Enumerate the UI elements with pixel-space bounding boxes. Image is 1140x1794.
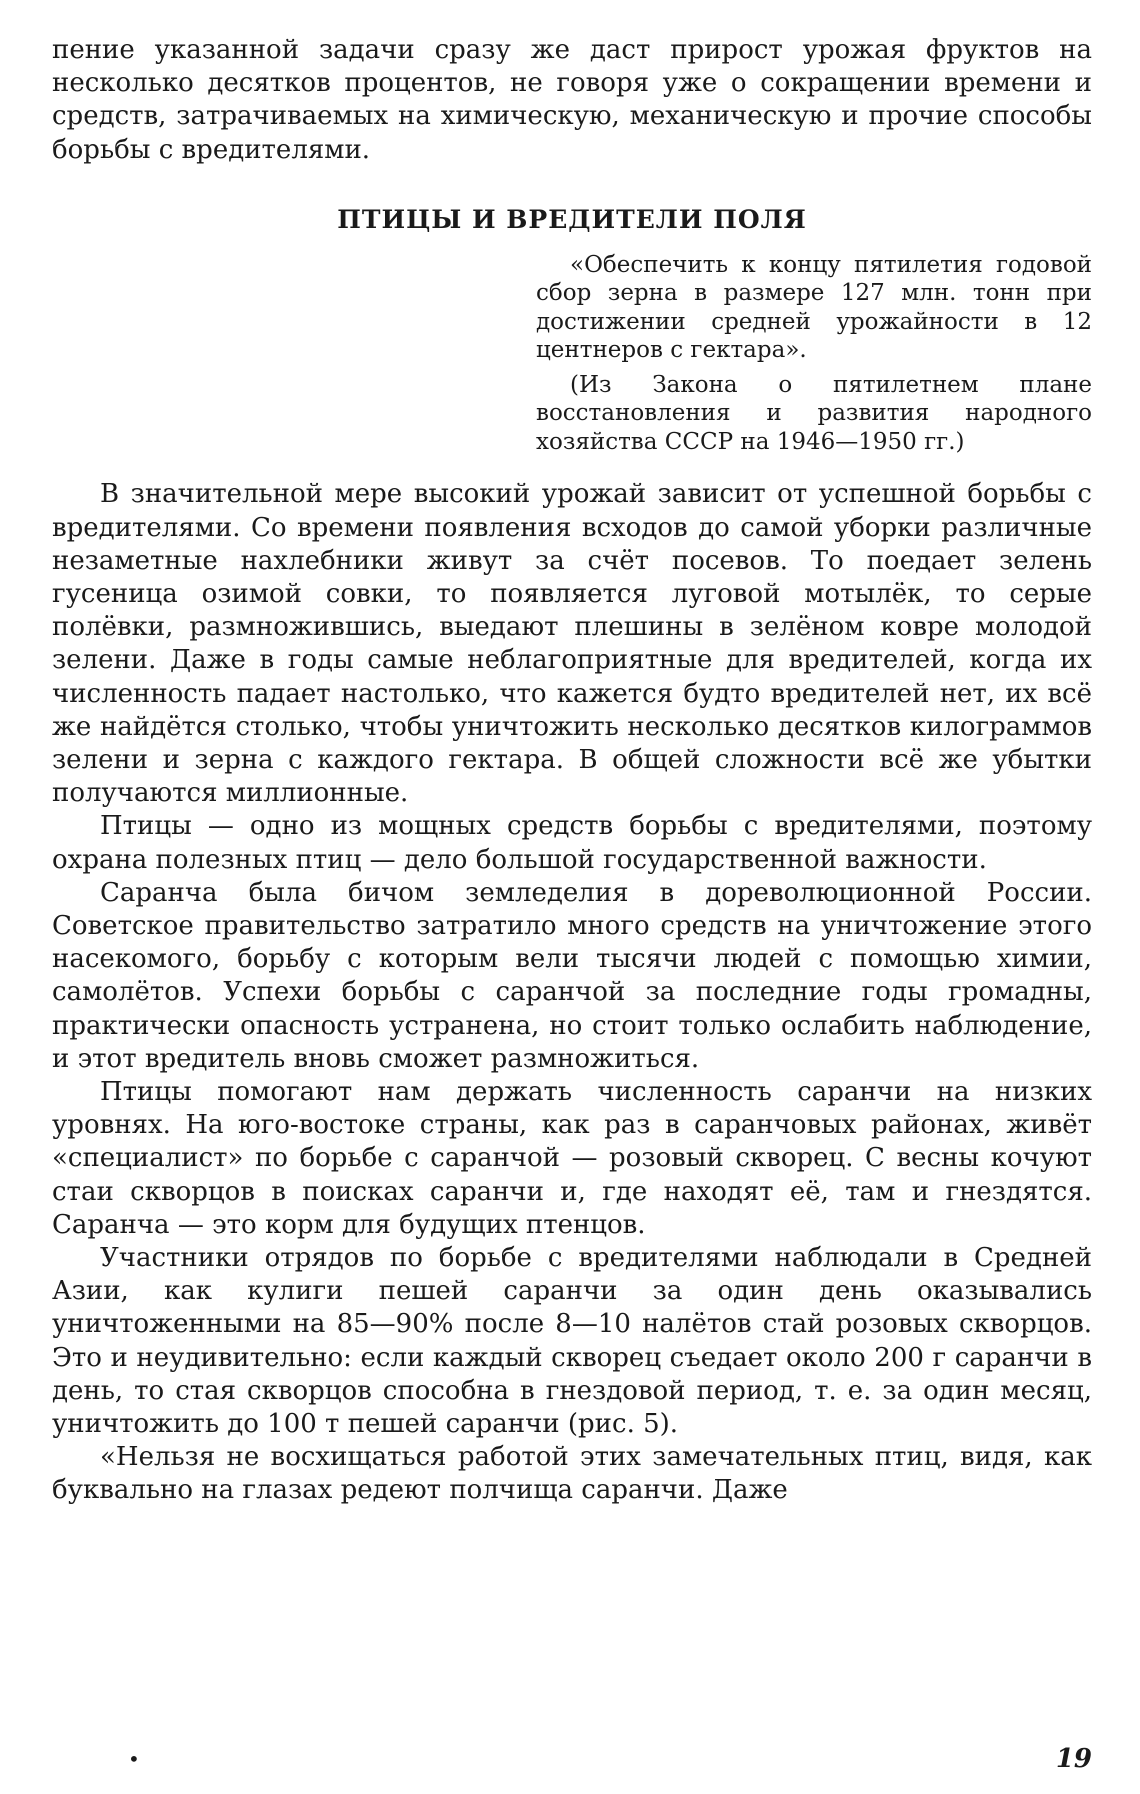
page-footer [52, 1742, 1092, 1778]
epigraph-source: (Из Закона о пятилетнем плане восстановления и развития народного хозяйства СССР на 1946—1950 гг.) [536, 371, 1092, 455]
body-paragraph-4: Птицы помогают нам держать численность саранчи на низких уровнях. На юго-востоке страны, как раз в саранчовых районах, живёт «специалист» по борьбе с саранчой — розовый скворец. С весны кочуют стаи скворцов в поисках саранчи и, где находят её, там и гнездятся. Саранча — это корм для будущих птенцов. [52, 1076, 1092, 1240]
continuation-paragraph: пение указанной задачи сразу же даст прирост урожая фруктов на несколько десятков процентов, не говоря уже о сокращении времени и средств, затрачиваемых на химическую, механическую и прочие способы борьбы с вредителями. [52, 35, 1092, 165]
epigraph [536, 251, 1092, 457]
body-paragraph-2: Птицы — одно из мощных средств борьбы с вредителями, поэтому охрана полезных птиц — дело большой государственной важности. [52, 811, 1092, 875]
page-number: 19 [1055, 1744, 1092, 1774]
section-heading: ПТИЦЫ И ВРЕДИТЕЛИ ПОЛЯ [337, 204, 807, 234]
body-paragraph-3: Саранча была бичом земледелия в дореволюционной России. Советское правительство затратило много средств на уничтожение этого насекомого, борьбу с которым вели тысячи людей с помощью химии, самолётов. Успехи борьбы с саранчой за последние годы громадны, практически опасность устранена, но стоит только ослабить наблюдение, и этот вредитель вновь сможет размножиться. [52, 877, 1092, 1074]
body-paragraph-6: «Нельзя не восхищаться работой этих замечательных птиц, видя, как буквально на глазах редеют полчища саранчи. Даже [52, 1442, 1092, 1506]
footer-bullet-mark: • [128, 1747, 140, 1771]
body-paragraph-5: Участники отрядов по борьбе с вредителями наблюдали в Средней Азии, как кулиги пешей саранчи за один день оказывались уничтоженными на 85—90% после 8—10 налётов стай розовых скворцов. Это и неудивительно: если каждый скворец съедает около 200 г саранчи в день, то стая скворцов способна в гнездовой период, т. е. за один месяц, уничтожить до 100 т пешей саранчи (рис. 5). [52, 1242, 1092, 1439]
book-page [52, 34, 1092, 1508]
epigraph-quote: «Обеспечить к концу пятилетия годовой сбор зерна в размере 127 млн. тонн при достижении средней урожайности в 12 центнеров с гектара». [536, 251, 1092, 364]
body-paragraph-1: В значительной мере высокий урожай зависит от успешной борьбы с вредителями. Со времени появления всходов до самой уборки различные незаметные нахлебники живут за счёт посевов. То поедает зелень гусеница озимой совки, то появляется луговой мотылёк, то серые полёвки, размножившись, выедают плешины в зелёном ковре молодой зелени. Даже в годы самые неблагоприятные для вредителей, когда их численность падает настолько, что кажется будто вредителей нет, их всё же найдётся столько, чтобы уничтожить несколько десятков килограммов зелени и зерна с каждого гектара. В общей сложности всё же убытки получаются миллионные. [52, 479, 1092, 809]
